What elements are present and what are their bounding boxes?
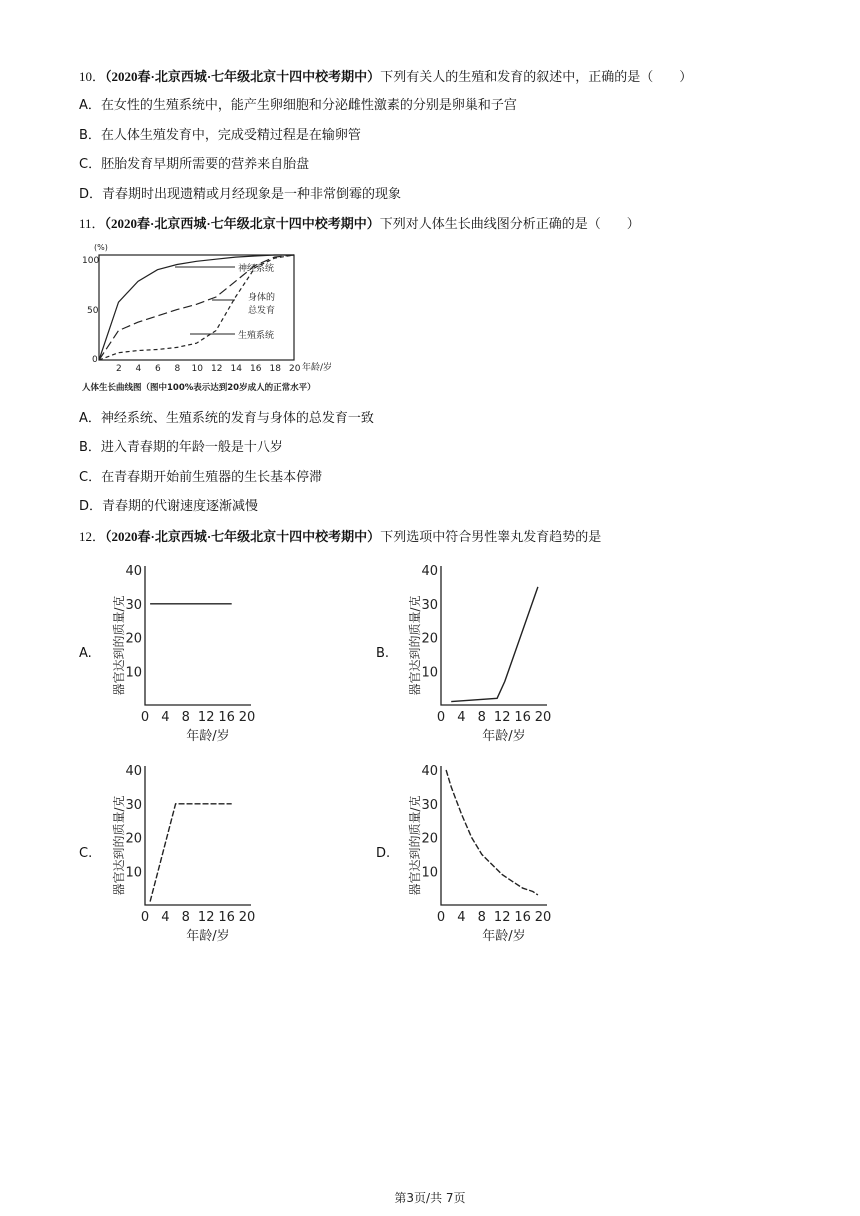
mini-chart-xtick: 4 — [457, 710, 466, 725]
q10-option-b: B．在人体生殖发育中，完成受精过程是在输卵管 — [79, 128, 361, 143]
mini-chart-xtick: 12 — [197, 910, 215, 925]
mini-chart-xtick: 0 — [436, 710, 446, 725]
q10-option-d: D．青春期时出现遗精或月经现象是一种非常倒霉的现象 — [79, 187, 402, 202]
mini-chart-ytick: 10 — [421, 865, 438, 881]
label-body-1: 身体的 — [248, 293, 276, 303]
mini-chart-ytick: 20 — [125, 631, 142, 647]
mini-chart-xtick: 4 — [457, 910, 466, 925]
growth-ytick-100: 100 — [82, 256, 100, 266]
growth-xtick: 20 — [289, 364, 301, 374]
mini-chart-xtick: 20 — [238, 710, 256, 725]
growth-xtick: 10 — [191, 364, 203, 374]
mini-chart-xtick: 16 — [514, 910, 531, 925]
q11-option-d: D．青春期的代谢速度逐渐减慢 — [79, 499, 259, 514]
mini-chart-ytick: 20 — [125, 831, 142, 847]
growth-xtick: 8 — [174, 364, 181, 374]
q10-number: 10． — [79, 69, 106, 84]
q11-option-c: C．在青春期开始前生殖器的生长基本停滞 — [79, 470, 323, 485]
mini-chart-ylabel: 器官达到的质量/克 — [112, 595, 126, 696]
mini-chart-xtick: 8 — [477, 710, 486, 725]
mini-chart-xlabel: 年龄/岁 — [186, 929, 230, 944]
mini-chart-ytick: 40 — [125, 564, 142, 579]
q12-option-b-label: B. — [376, 646, 390, 661]
mini-chart-line — [150, 804, 232, 902]
mini-chart-ytick: 30 — [125, 597, 142, 613]
mini-chart-axes — [441, 566, 547, 705]
q10-stem-line — [79, 68, 692, 87]
growth-curve-figure — [80, 240, 380, 402]
mini-chart-xtick: 16 — [514, 710, 531, 725]
q12-source: （2020春·北京西城·七年级北京十四中校考期中） — [105, 529, 381, 544]
mini-chart-axes — [145, 766, 251, 905]
mini-chart-ytick: 30 — [421, 597, 438, 613]
mini-chart-xtick: 8 — [181, 710, 190, 725]
growth-xtick: 18 — [269, 364, 281, 374]
page-footer: 第3页/共 7页 — [394, 1191, 466, 1205]
q11-source: （2020春·北京西城·七年级北京十四中校考期中） — [104, 216, 380, 231]
mini-chart-xtick: 20 — [238, 910, 256, 925]
mini-chart-ytick: 30 — [125, 797, 142, 813]
mini-chart-xtick: 16 — [218, 910, 235, 925]
label-reproductive-system: 生殖系统 — [238, 331, 275, 341]
growth-xtick: 4 — [135, 364, 142, 374]
mini-chart-xtick: 4 — [161, 710, 170, 725]
q12-number: 12． — [79, 529, 106, 544]
q12-stem: 下列选项中符合男性睾丸发育趋势的是 — [380, 530, 602, 545]
growth-xtick: 2 — [116, 364, 122, 374]
growth-ytick-50: 50 — [87, 306, 99, 316]
chart-option-b — [404, 560, 554, 745]
growth-unit-label: (%) — [94, 243, 108, 252]
q10-option-c: C．胚胎发育早期所需要的营养来自胎盘 — [79, 157, 310, 172]
q12-option-a-label: A. — [79, 646, 92, 661]
mini-chart-xtick: 0 — [436, 910, 446, 925]
mini-chart-ytick: 40 — [421, 764, 438, 779]
mini-chart-ylabel: 器官达到的质量/克 — [408, 795, 422, 896]
mini-chart-xtick: 8 — [181, 910, 190, 925]
mini-chart-xlabel: 年龄/岁 — [482, 929, 526, 944]
growth-xticks — [116, 364, 301, 374]
growth-caption: 人体生长曲线图（图中100%表示达到20岁成人的正常水平） — [82, 383, 316, 393]
mini-chart-xtick: 12 — [493, 710, 511, 725]
mini-chart-xtick: 0 — [140, 910, 150, 925]
growth-xlabel: 年龄/岁 — [302, 363, 333, 373]
q12-option-d-label: D. — [376, 846, 391, 861]
mini-chart-axes — [145, 566, 251, 705]
mini-chart-ylabel: 器官达到的质量/克 — [408, 595, 422, 696]
mini-chart-ytick: 40 — [125, 764, 142, 779]
mini-chart-xtick: 16 — [218, 710, 235, 725]
mini-chart-line — [451, 587, 538, 702]
mini-chart-ytick: 20 — [421, 831, 438, 847]
chart-option-a — [108, 560, 258, 745]
q12-option-c-label: C. — [79, 846, 93, 861]
mini-chart-ytick: 30 — [421, 797, 438, 813]
chart-option-d — [404, 760, 554, 945]
q12-stem-line — [79, 528, 601, 547]
mini-chart-xtick: 12 — [197, 710, 215, 725]
q11-option-a: A．神经系统、生殖系统的发育与身体的总发育一致 — [79, 411, 374, 426]
mini-chart-ytick: 10 — [421, 665, 438, 681]
mini-chart-xtick: 12 — [493, 910, 511, 925]
growth-xtick: 14 — [230, 364, 242, 374]
q10-source: （2020春·北京西城·七年级北京十四中校考期中） — [105, 69, 381, 84]
mini-chart-ytick: 40 — [421, 564, 438, 579]
growth-xtick: 6 — [155, 364, 161, 374]
mini-chart-xlabel: 年龄/岁 — [186, 729, 230, 744]
q11-option-b: B．进入青春期的年龄一般是十八岁 — [79, 440, 283, 455]
mini-chart-xtick: 20 — [534, 910, 552, 925]
mini-chart-ytick: 10 — [125, 665, 142, 681]
mini-chart-xtick: 0 — [140, 710, 150, 725]
mini-chart-xlabel: 年龄/岁 — [482, 729, 526, 744]
mini-chart-ylabel: 器官达到的质量/克 — [112, 795, 126, 896]
mini-chart-ytick: 20 — [421, 631, 438, 647]
mini-chart-line — [446, 770, 538, 895]
label-nervous-system: 神经系统 — [238, 264, 275, 274]
mini-chart-ytick: 10 — [125, 865, 142, 881]
q10-option-a: A．在女性的生殖系统中，能产生卵细胞和分泌雌性激素的分别是卵巢和子宫 — [79, 98, 517, 113]
q10-stem: 下列有关人的生殖和发育的叙述中，正确的是（ ） — [380, 70, 693, 85]
q11-number: 11． — [79, 216, 105, 231]
chart-option-c — [108, 760, 258, 945]
mini-chart-xtick: 20 — [534, 710, 552, 725]
label-body-2: 总发育 — [248, 306, 276, 316]
growth-xtick: 12 — [211, 364, 223, 374]
q11-stem-line — [79, 215, 640, 234]
mini-chart-axes — [441, 766, 547, 905]
mini-chart-xtick: 4 — [161, 910, 170, 925]
q11-stem: 下列对人体生长曲线图分析正确的是（ ） — [379, 217, 640, 232]
growth-xtick: 16 — [250, 364, 262, 374]
growth-ytick-0: 0 — [92, 355, 98, 365]
mini-chart-xtick: 8 — [477, 910, 486, 925]
